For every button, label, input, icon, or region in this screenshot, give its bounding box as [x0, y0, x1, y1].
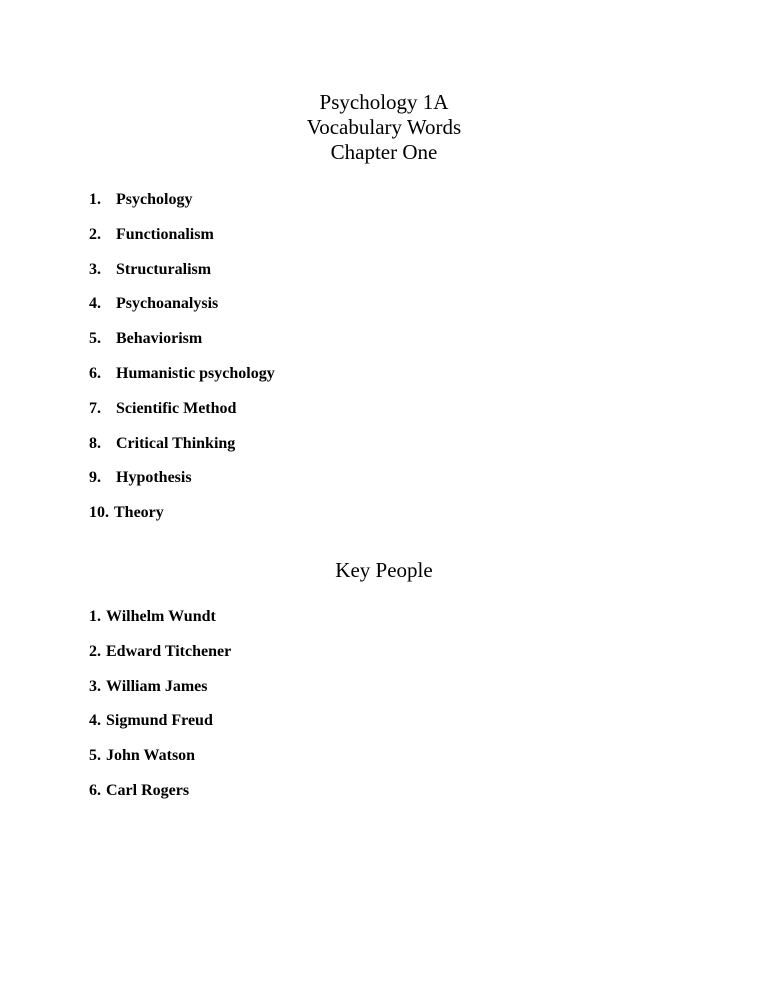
document-title [0, 90, 768, 165]
vocabulary-item [89, 225, 275, 260]
vocabulary-term: Scientific Method [116, 399, 237, 417]
vocabulary-term: Psychoanalysis [116, 295, 219, 313]
key-people-list [89, 607, 231, 816]
vocabulary-item [89, 434, 275, 469]
chapter-title: Chapter One [330, 140, 438, 164]
item-number: 6. [89, 364, 101, 382]
item-number: 6. [89, 781, 101, 799]
person-name: Carl Rogers [106, 781, 190, 799]
vocabulary-term: Functionalism [116, 225, 214, 243]
item-number: 3. [89, 677, 101, 695]
vocabulary-term: Theory [114, 504, 164, 522]
person-item [89, 607, 231, 642]
vocabulary-term: Hypothesis [116, 469, 192, 487]
key-people-heading: Key People [335, 558, 433, 582]
vocabulary-term: Behaviorism [116, 330, 203, 348]
course-title: Psychology 1A [319, 90, 449, 114]
item-number: 7. [89, 399, 101, 417]
vocabulary-term: Psychology [116, 191, 193, 208]
item-number: 1. [89, 608, 101, 625]
person-item [89, 781, 231, 816]
item-number: 1. [89, 191, 101, 208]
vocabulary-item [89, 260, 275, 295]
item-number: 4. [89, 295, 101, 313]
item-number: 2. [89, 225, 101, 243]
item-number: 2. [89, 642, 101, 660]
item-number: 5. [89, 330, 101, 348]
person-item [89, 677, 231, 712]
vocabulary-item [89, 190, 275, 225]
vocabulary-item [89, 294, 275, 329]
person-name: Edward Titchener [106, 642, 232, 660]
vocabulary-term: Critical Thinking [116, 434, 236, 452]
vocabulary-term: Humanistic psychology [116, 364, 275, 382]
item-number: 5. [89, 747, 101, 765]
vocabulary-item [89, 468, 275, 503]
item-number: 8. [89, 434, 101, 452]
item-number: 9. [89, 469, 101, 487]
item-number: 3. [89, 260, 101, 278]
person-name: William James [106, 677, 208, 695]
vocabulary-item [89, 503, 275, 538]
vocabulary-list [89, 190, 275, 538]
person-item [89, 711, 231, 746]
person-name: Wilhelm Wundt [106, 608, 216, 625]
person-item [89, 746, 231, 781]
item-number: 10. [89, 504, 109, 522]
vocabulary-item [89, 364, 275, 399]
person-name: Sigmund Freud [106, 712, 213, 730]
vocabulary-item [89, 399, 275, 434]
document-subtitle: Vocabulary Words [306, 115, 462, 139]
vocabulary-item [89, 329, 275, 364]
person-name: John Watson [106, 747, 196, 765]
person-item [89, 642, 231, 677]
item-number: 4. [89, 712, 101, 730]
vocabulary-term: Structuralism [116, 260, 212, 278]
